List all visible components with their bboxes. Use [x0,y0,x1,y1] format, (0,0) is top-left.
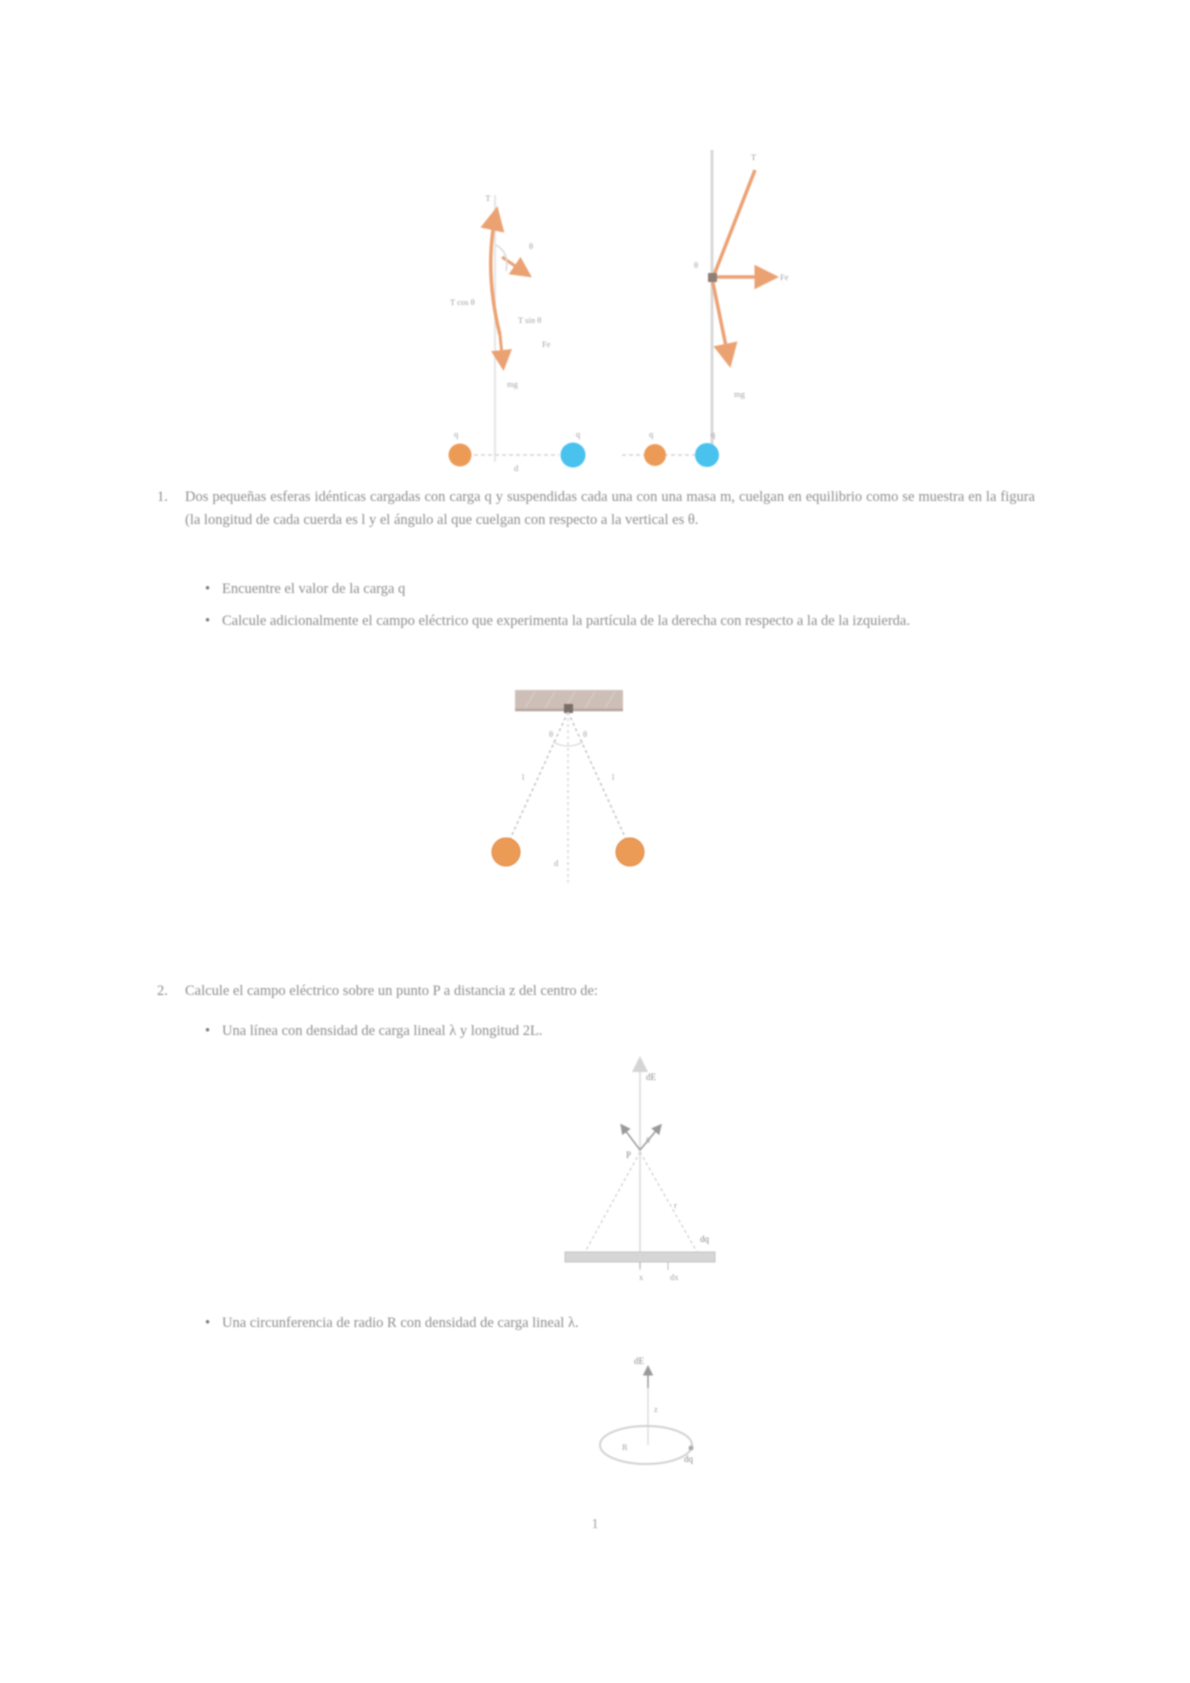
problem-1-bullet-2 [205,610,1025,633]
tension-line [714,170,755,275]
problem-2-number: 2. [157,983,168,999]
label-fe: Fe [780,272,789,282]
weight-vector [712,278,729,361]
figure-ring-charge [560,1340,740,1480]
r-line-left [585,1152,640,1252]
label-theta: θ [529,241,534,251]
bullet-marker: • [205,581,211,597]
figure-pendulum [440,680,720,910]
label-x: x [639,1272,644,1282]
weight-vector [500,335,503,365]
problem-2-text: Calcule el campo eléctrico sobre un punto P a distancia z del centro de: [185,983,598,999]
label-theta-left: θ [549,729,554,739]
figure-line-charge [540,1040,760,1285]
knot [708,273,717,282]
charge-ball-right [616,838,644,866]
label-l-left: l [522,772,525,782]
problem-1 [157,486,1035,532]
label-theta-right: θ [583,729,588,739]
label-q-right: q [711,429,716,439]
label-fe: Fe [542,339,551,349]
dq-element [689,1446,694,1451]
charged-ring [600,1426,692,1464]
label-d: d [514,463,519,473]
dE-component-left [622,1126,640,1150]
bullet-marker: • [205,1315,211,1331]
bullet-text: Calcule adicionalmente el campo eléctrico que experimenta la partícula de la derecha con respecto a la de la izquierda. [222,613,910,629]
charge-ball-orange [644,444,666,466]
problem-2-bullet-2 [205,1312,1025,1335]
problem-1-number: 1. [157,489,168,505]
r-line-right [640,1152,697,1252]
label-dx: dx [670,1272,679,1282]
label-tsin: T sin θ [518,315,542,325]
bullet-marker: • [205,1023,211,1039]
label-l-right: l [612,772,615,782]
pendulum-string-right [568,712,630,848]
label-dE: dE [646,1072,656,1082]
label-P: P [626,1150,632,1160]
problem-1-text: Dos pequeñas esferas idénticas cargadas con carga q y suspendidas cada una con una masa m, cuelgan en equilibrio como se muestra en la figura (la longitud de cada cuerda es l y el ángulo al que cuelgan con respecto a la vertical es θ. [185,489,1035,528]
label-mg: mg [734,389,745,399]
charged-rod [565,1252,715,1262]
label-q-right: q [576,429,581,439]
charge-ball-orange [449,444,472,467]
bullet-text: Una línea con densidad de carga lineal λ y longitud 2L. [222,1023,543,1039]
label-tcos: T cos θ [450,297,475,307]
label-R: R [622,1442,628,1452]
label-dq: dq [684,1454,693,1464]
label-theta: θ [694,260,699,270]
label-r: r [674,1200,677,1210]
label-q-left: q [454,429,459,439]
label-dq: dq [700,1234,709,1244]
pendulum-string-left [506,712,568,848]
bullet-text: Encuentre el valor de la carga q [222,581,406,597]
label-mg: mg [507,379,518,389]
fbd-left [449,193,586,473]
charge-ball-blue [561,443,586,468]
problem-2 [157,980,1035,1003]
label-q-left: q [649,429,654,439]
bullet-marker: • [205,613,211,629]
figure-force-diagrams [410,135,810,480]
pivot-knot [564,704,573,713]
label-tension: T [485,193,491,203]
label-tension: T [751,152,757,162]
fbd-right [622,150,789,467]
charge-ball-blue [695,443,719,467]
charge-ball-left [492,838,520,866]
problem-1-bullet-1 [205,578,1025,601]
page-number: 1 [591,1516,599,1531]
bullet-text: Una circunferencia de radio R con densidad de carga lineal λ. [222,1315,579,1331]
component-vector [502,257,527,274]
label-z: z [654,1404,658,1414]
label-d: d [554,858,559,868]
label-dE: dE [634,1356,644,1366]
label-theta: θ [646,1135,651,1145]
